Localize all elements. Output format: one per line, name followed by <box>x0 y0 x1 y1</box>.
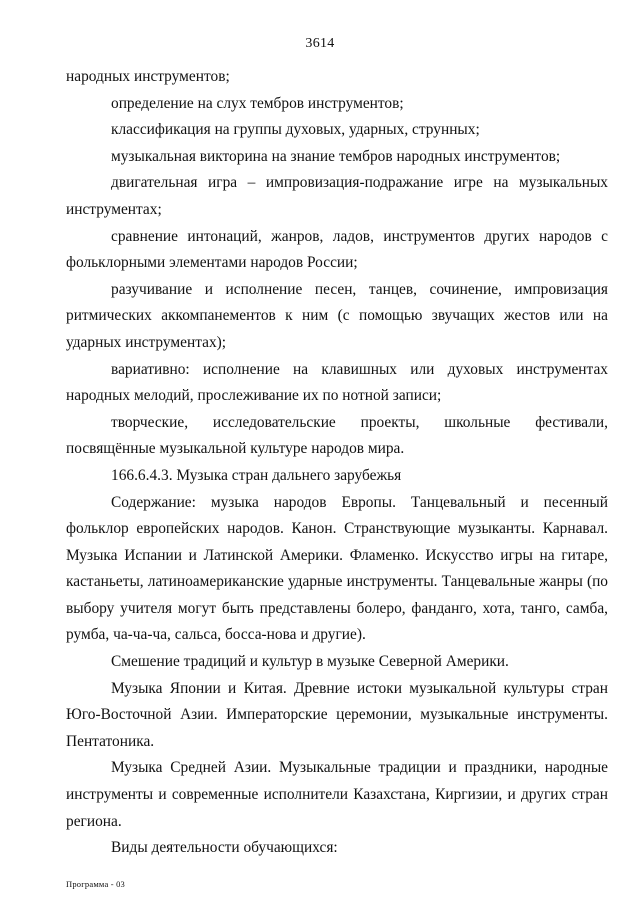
paragraph-continuation: народных инструментов; <box>66 68 230 85</box>
paragraph-creative-projects: творческие, исследовательские проекты, школьные фестивали, посвящённые музыкальной культуре народов мира. <box>66 413 608 458</box>
paragraph-content-europe: Содержание: музыка народов Европы. Танцевальный и песенный фольклор европейских народов. Канон. Странствующие музыканты. Карнавал. Музыка Испании и Латинской Америки. Фламенко. Искусство игры на гитаре, кастаньеты, латиноамериканские ударные инструменты. Танцевальные жанры (по выбору учителя могут быть представлены болеро, фанданго, хота, танго, самба, румба, ча-ча-ча, сальса, босса-нова и другие). <box>66 493 608 644</box>
document-body <box>66 64 608 862</box>
paragraph-variative: вариативно: исполнение на клавишных или духовых инструментах народных мелодий, прослеживание их по нотной записи; <box>66 360 608 405</box>
paragraph-movement-game: двигательная игра – импровизация-подражание игре на музыкальных инструментах; <box>66 174 608 218</box>
paragraph-learning-songs: разучивание и исполнение песен, танцев, сочинение, импровизация ритмических аккомпанементов к ним (с помощью звучащих жестов или на ударных инструментах); <box>66 280 608 351</box>
section-heading: 166.6.4.3. Музыка стран дальнего зарубежья <box>111 466 402 484</box>
paragraph-activities-heading: Виды деятельности обучающихся: <box>111 839 338 857</box>
page-number: 3614 <box>305 36 335 51</box>
paragraph-north-america: Смешение традиций и культур в музыке Северной Америки. <box>111 653 509 671</box>
footer-label: Программа - 03 <box>66 879 126 889</box>
paragraph-classification: классификация на группы духовых, ударных, струнных; <box>111 121 480 139</box>
paragraph-timbre-recognition: определение на слух тембров инструментов; <box>111 94 404 112</box>
paragraph-music-quiz: музыкальная викторина на знание тембров народных инструментов; <box>111 147 561 165</box>
paragraph-comparison: сравнение интонаций, жанров, ладов, инструментов других народов с фольклорными элементами народов России; <box>66 227 608 272</box>
paragraph-japan-china: Музыка Японии и Китая. Древние истоки музыкальной культуры стран Юго-Восточной Азии. Императорские церемонии, музыкальные инструменты. Пентатоника. <box>66 679 608 750</box>
paragraph-central-asia: Музыка Средней Азии. Музыкальные традиции и праздники, народные инструменты и современные исполнители Казахстана, Киргизии, и других стран региона. <box>66 759 608 830</box>
